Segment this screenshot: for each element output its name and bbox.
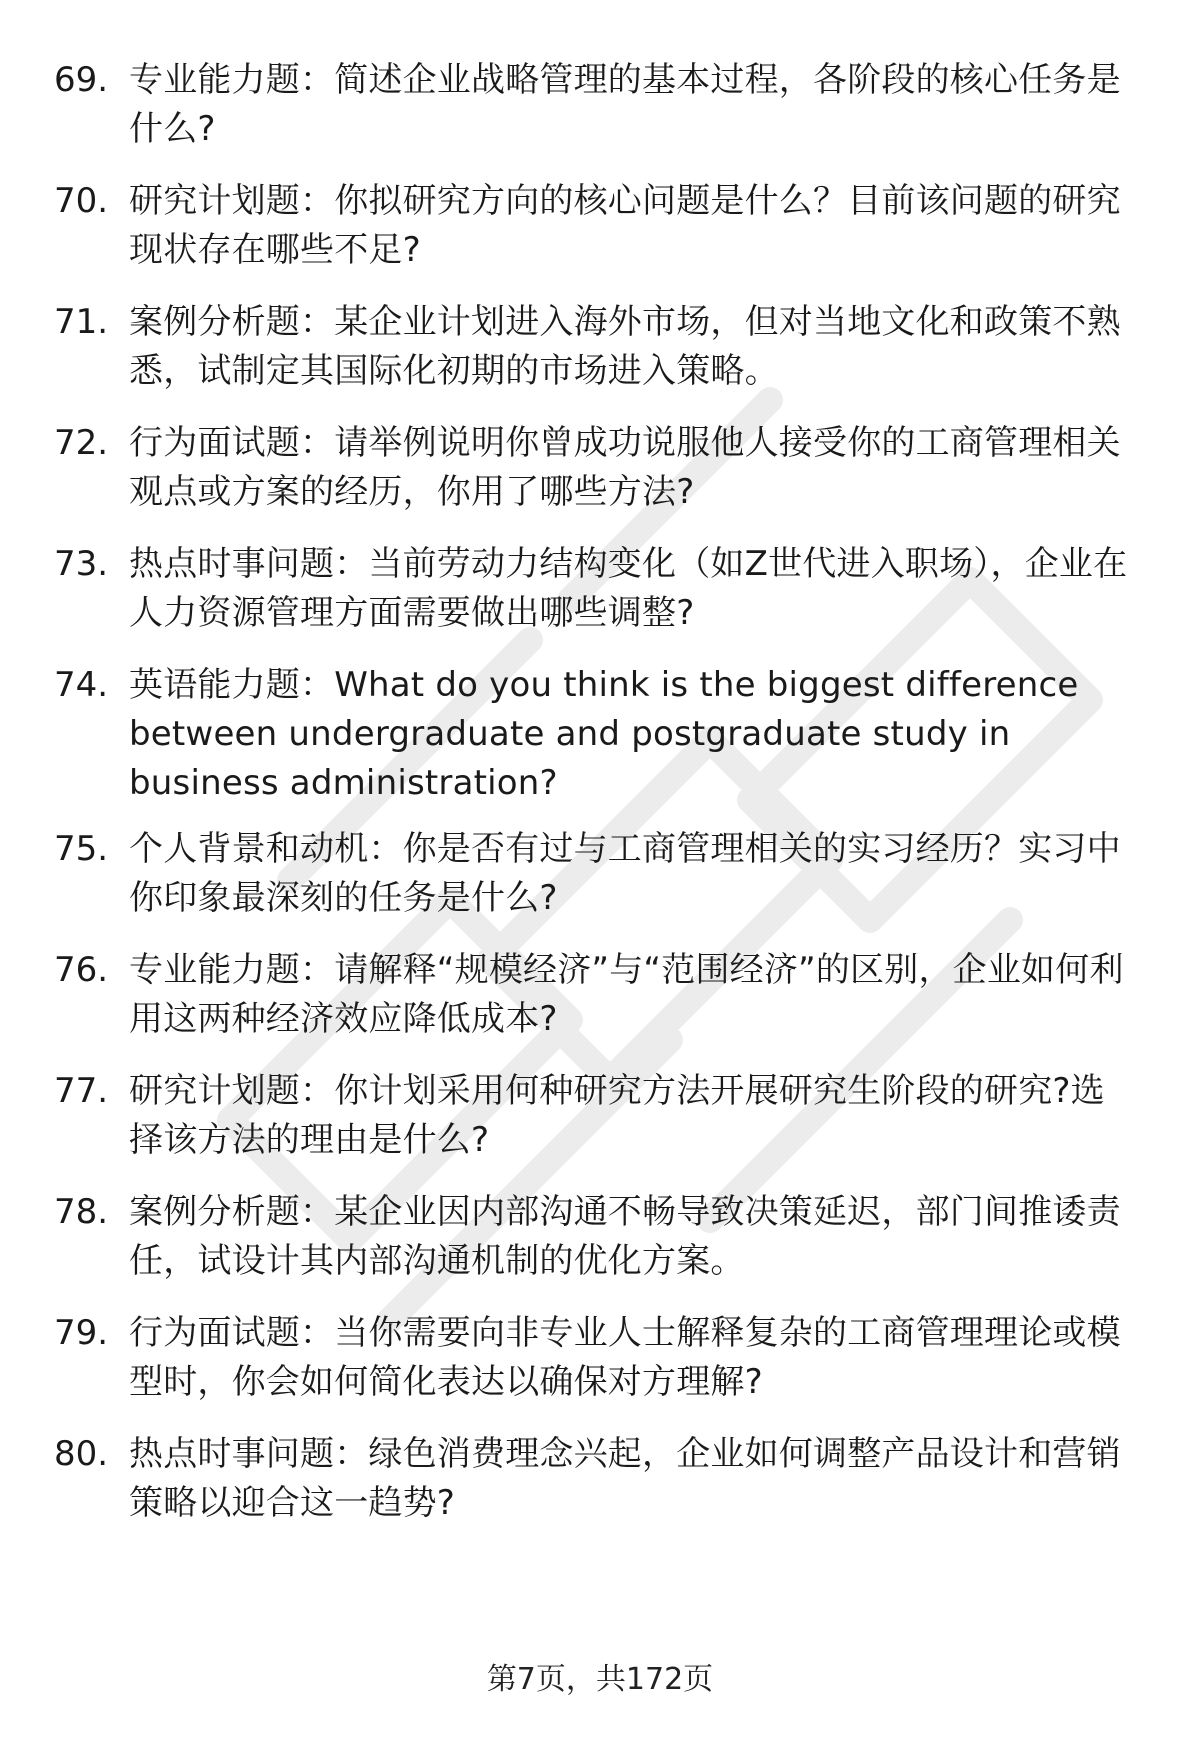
question-number: 71. — [54, 302, 109, 342]
question-text: 案例分析题：某企业因内部沟通不畅导致决策延迟，部门间推诿责任，试设计其内部沟通机制的优化方案。 — [129, 1192, 1121, 1281]
question-text: 案例分析题：某企业计划进入海外市场，但对当地文化和政策不熟悉，试制定其国际化初期的市场进入策略。 — [129, 302, 1121, 391]
question-item — [0, 1067, 1200, 1188]
question-text: 行为面试题：当你需要向非专业人士解释复杂的工商管理理论或模型时，你会如何简化表达以确保对方理解? — [129, 1313, 1121, 1402]
question-text: 个人背景和动机：你是否有过与工商管理相关的实习经历？实习中你印象最深刻的任务是什么? — [129, 829, 1121, 918]
question-item — [0, 1309, 1200, 1430]
question-number: 78. — [54, 1192, 109, 1232]
question-list — [0, 56, 1200, 1551]
question-number: 75. — [54, 829, 109, 869]
question-text: 热点时事问题：绿色消费理念兴起，企业如何调整产品设计和营销策略以迎合这一趋势? — [129, 1434, 1121, 1523]
question-item — [0, 661, 1200, 825]
question-item — [0, 56, 1200, 177]
question-number: 69. — [54, 60, 109, 100]
question-text: 研究计划题：你拟研究方向的核心问题是什么？目前该问题的研究现状存在哪些不足? — [129, 181, 1121, 270]
question-item — [0, 946, 1200, 1067]
question-item — [0, 177, 1200, 298]
question-number: 74. — [54, 665, 109, 705]
question-item — [0, 1188, 1200, 1309]
question-number: 70. — [54, 181, 109, 221]
question-number: 77. — [54, 1071, 109, 1111]
question-number: 80. — [54, 1434, 109, 1474]
question-text: 热点时事问题：当前劳动力结构变化（如Z世代进入职场），企业在人力资源管理方面需要做出哪些调整? — [129, 544, 1128, 633]
question-item — [0, 825, 1200, 946]
question-number: 73. — [54, 544, 109, 584]
question-number: 76. — [54, 950, 109, 990]
question-number: 79. — [54, 1313, 109, 1353]
question-text: 英语能力题：What do you think is the biggest difference between undergraduate and postgraduate study in business administration? — [129, 665, 1079, 803]
question-text: 行为面试题：请举例说明你曾成功说服他人接受你的工商管理相关观点或方案的经历，你用了哪些方法? — [129, 423, 1121, 512]
question-item — [0, 298, 1200, 419]
question-text: 研究计划题：你计划采用何种研究方法开展研究生阶段的研究?选择该方法的理由是什么? — [129, 1071, 1105, 1160]
question-item — [0, 1430, 1200, 1551]
question-item — [0, 540, 1200, 661]
question-item — [0, 419, 1200, 540]
question-text: 专业能力题：简述企业战略管理的基本过程，各阶段的核心任务是什么? — [129, 60, 1121, 149]
page-footer: 第7页，共172页 — [486, 1662, 714, 1697]
question-text: 专业能力题：请解释“规模经济”与“范围经济”的区别，企业如何利用这两种经济效应降低成本? — [129, 950, 1124, 1039]
question-number: 72. — [54, 423, 109, 463]
